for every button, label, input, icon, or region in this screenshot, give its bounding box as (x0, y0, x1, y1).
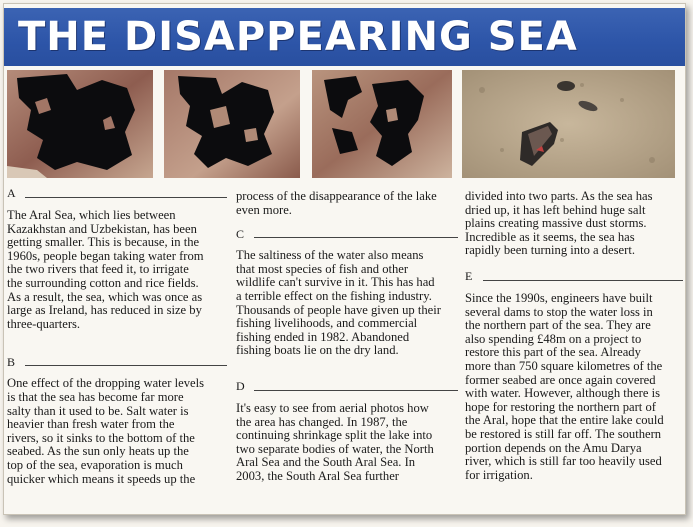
article-title: THE DISAPPEARING SEA (18, 14, 578, 60)
section-b-heading (7, 355, 227, 369)
column-2 (236, 190, 458, 484)
section-d-continued (465, 190, 683, 258)
section-letter: E (465, 269, 473, 284)
section-e-heading (465, 270, 683, 284)
text-line: 1960s, people began taking water from (7, 248, 204, 263)
section-a-paragraph (7, 209, 227, 331)
text-line: more than 750 square kilometres of the (465, 358, 663, 373)
text-line: two separate bodies of water, the North (236, 441, 434, 456)
text-line: hope for restoring the northern part of (465, 399, 656, 414)
text-line: It's easy to see from aerial photos how (236, 400, 429, 415)
photo-abandoned-shoes-on-seabed (462, 70, 675, 178)
text-line: the surrounding cotton and rice fields. (7, 275, 199, 290)
section-e-paragraph (465, 292, 683, 482)
text-line: quicker which means it speeds up the (7, 471, 196, 486)
text-line: plains creating massive dust storms. (465, 216, 647, 231)
text-line: the northern part of the sea. They are (465, 318, 651, 333)
column-1 (7, 187, 227, 486)
aerial-photo-aral-sea-3 (312, 70, 452, 178)
text-line: dried up, it has left behind huge salt (465, 202, 646, 217)
text-line: with water. However, although there is (465, 386, 660, 401)
text-line: portion depends on the Amu Darya (465, 440, 642, 455)
text-line: Thousands of people have given up their (236, 302, 441, 317)
text-line: wildlife can't survive in it. This has had (236, 275, 435, 290)
text-line: the Aral, hope that the entire lake could (465, 413, 664, 428)
section-a-heading (7, 187, 227, 201)
text-line: The saltiness of the water also means (236, 248, 424, 263)
section-d-paragraph (236, 402, 458, 484)
section-letter: C (236, 226, 245, 241)
text-line: One effect of the dropping water levels (7, 376, 204, 391)
text-line: restore this part of the sea. Already (465, 345, 641, 360)
text-line: 2003, the South Aral Sea further (236, 468, 399, 483)
text-line: Aral Sea and the South Aral Sea. In (236, 455, 416, 470)
section-b-continued (236, 190, 458, 217)
text-line: several dams to stop the water loss in (465, 304, 653, 319)
text-line: rivers, so it sinks to the bottom of the (7, 430, 195, 445)
text-line: the area has changed. In 1987, the (236, 414, 408, 429)
text-line: the two rivers that feed it, to irrigate (7, 262, 189, 277)
article-frame (3, 3, 686, 515)
answer-line[interactable] (25, 197, 227, 198)
text-line: Since the 1990s, engineers have built (465, 290, 653, 305)
text-line: fishing boats lie on the dry land. (236, 343, 399, 358)
section-letter: A (7, 186, 16, 201)
section-d-heading (236, 380, 458, 394)
section-letter: B (7, 354, 16, 369)
section-c-paragraph (236, 249, 458, 358)
text-line: fishing ended in 1982. Abandoned (236, 329, 410, 344)
text-line: The Aral Sea, which lies between (7, 208, 176, 222)
text-line: Incredible as it seems, the sea has (465, 229, 635, 244)
text-line: rapidly been turning into a desert. (465, 243, 635, 258)
text-line: former seabed are once again covered (465, 372, 656, 387)
answer-line[interactable] (254, 237, 458, 238)
text-line: divided into two parts. As the sea has (465, 189, 653, 203)
text-line: process of the disappearance of the lake (236, 189, 437, 203)
title-banner (4, 8, 685, 66)
section-letter: D (236, 379, 245, 394)
text-line: river, which is still far too heavily used (465, 454, 662, 469)
aerial-photo-aral-sea-2 (164, 70, 300, 178)
text-line: is that the sea has become far more (7, 389, 184, 404)
text-line: top of the sea, evaporation is much (7, 457, 183, 472)
aerial-photo-aral-sea-1 (7, 70, 153, 178)
photo-strip (4, 70, 685, 180)
text-line: getting smaller. This is because, in the (7, 235, 200, 250)
text-line: heavier than fresh water from the (7, 417, 175, 432)
text-line: large as Ireland, has reduced in size by (7, 303, 202, 318)
section-b-paragraph (7, 377, 227, 486)
text-line: also spending £48m on a project to (465, 331, 642, 346)
text-line: continuing shrinkage split the lake into (236, 428, 433, 443)
text-line: for irrigation. (465, 467, 533, 482)
text-line: seabed. As the sun only heats up the (7, 444, 189, 459)
text-line: that most species of fish and other (236, 261, 409, 276)
column-3 (465, 190, 683, 482)
text-line: be restored is still far off. The southern (465, 426, 662, 441)
text-line: As a result, the sea, which was once as (7, 289, 203, 304)
text-line: a terrible effect on the fishing industry. (236, 288, 432, 303)
text-line: salty than it used to be. Salt water is (7, 403, 189, 418)
text-line: three-quarters. (7, 316, 81, 331)
section-c-heading (236, 227, 458, 241)
answer-line[interactable] (254, 390, 458, 391)
answer-line[interactable] (483, 280, 683, 281)
text-line: fishing livelihoods, and commercial (236, 316, 418, 331)
answer-line[interactable] (25, 365, 227, 366)
text-line: even more. (236, 202, 292, 217)
text-line: Kazakhstan and Uzbekistan, has been (7, 221, 197, 236)
